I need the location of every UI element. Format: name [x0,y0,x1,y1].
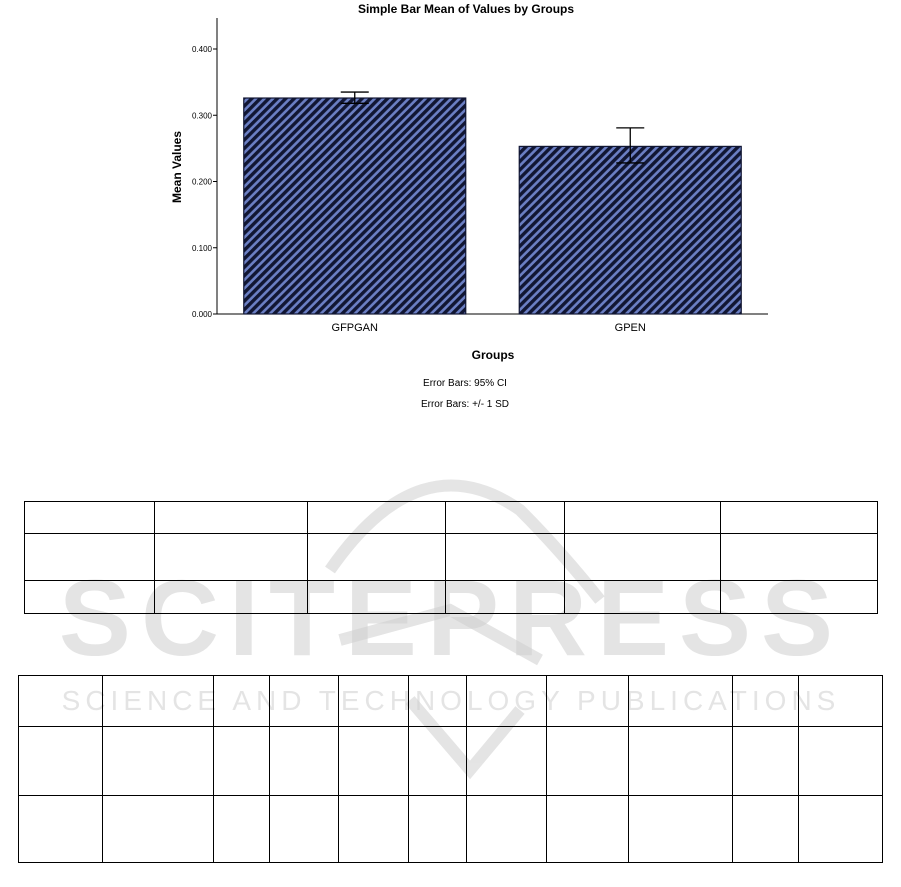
table-cell [308,581,446,614]
table-cell [155,581,308,614]
table-cell [629,676,733,727]
x-axis-label: Groups [471,348,515,362]
table-cell [308,502,446,534]
table-cell [409,676,467,727]
table-cell [629,796,733,863]
table-cell [799,796,883,863]
table-cell [155,502,308,534]
table-cell [409,727,467,796]
bar-chart [0,0,901,420]
note-sd: Error Bars: +/- 1 SD [420,399,510,410]
y-tick-label: 0.400 [191,45,212,54]
y-tick-label: 0.000 [191,310,212,319]
table-cell [721,502,878,534]
table-cell [25,581,155,614]
table-cell [565,581,721,614]
table-cell [103,727,214,796]
watermark-title: SCITEPRESS [58,557,844,678]
table-cell [733,796,799,863]
table-cell [155,534,308,581]
table-cell [799,727,883,796]
y-axis-label: Mean Values [170,130,184,204]
table-cell [733,727,799,796]
table-cell [25,534,155,581]
table-cell [308,534,446,581]
table-cell [339,727,409,796]
table-cell [19,796,103,863]
table-cell [467,796,547,863]
table-cell [339,676,409,727]
table-cell [467,676,547,727]
table-cell [214,727,270,796]
table-cell [25,502,155,534]
table-cell [214,796,270,863]
table-cell [446,502,565,534]
y-tick-label: 0.300 [191,111,212,121]
table-cell [103,796,214,863]
x-tick-label: GPEN [614,322,646,334]
table-cell [629,727,733,796]
table-cell [721,534,878,581]
table-cell [565,534,721,581]
table-cell [270,727,339,796]
table-cell [270,796,339,863]
chart-title: Simple Bar Mean of Values by Groups [357,2,575,16]
table-cell [446,534,565,581]
watermark-subtitle: SCIENCE AND TECHNOLOGY PUBLICATIONS [61,685,841,716]
bar-gfpgan [244,98,466,314]
table-cell [565,502,721,534]
bar-gpen [519,146,741,314]
table-cell [19,676,103,727]
table-cell [547,676,629,727]
table-cell [547,727,629,796]
table-cell [733,676,799,727]
table-cell [467,727,547,796]
y-tick-label: 0.200 [191,177,212,187]
table-cell [799,676,883,727]
table-cell [270,676,339,727]
data-table-1 [24,501,878,614]
y-tick-label: 0.100 [191,243,212,253]
data-table-2 [18,675,883,863]
table-cell [19,727,103,796]
table-cell [409,796,467,863]
note-ci: Error Bars: 95% CI [423,378,507,389]
table-cell [214,676,270,727]
table-cell [547,796,629,863]
table-cell [721,581,878,614]
x-tick-label: GFPGAN [331,322,378,334]
table-cell [446,581,565,614]
table-cell [339,796,409,863]
table-cell [103,676,214,727]
